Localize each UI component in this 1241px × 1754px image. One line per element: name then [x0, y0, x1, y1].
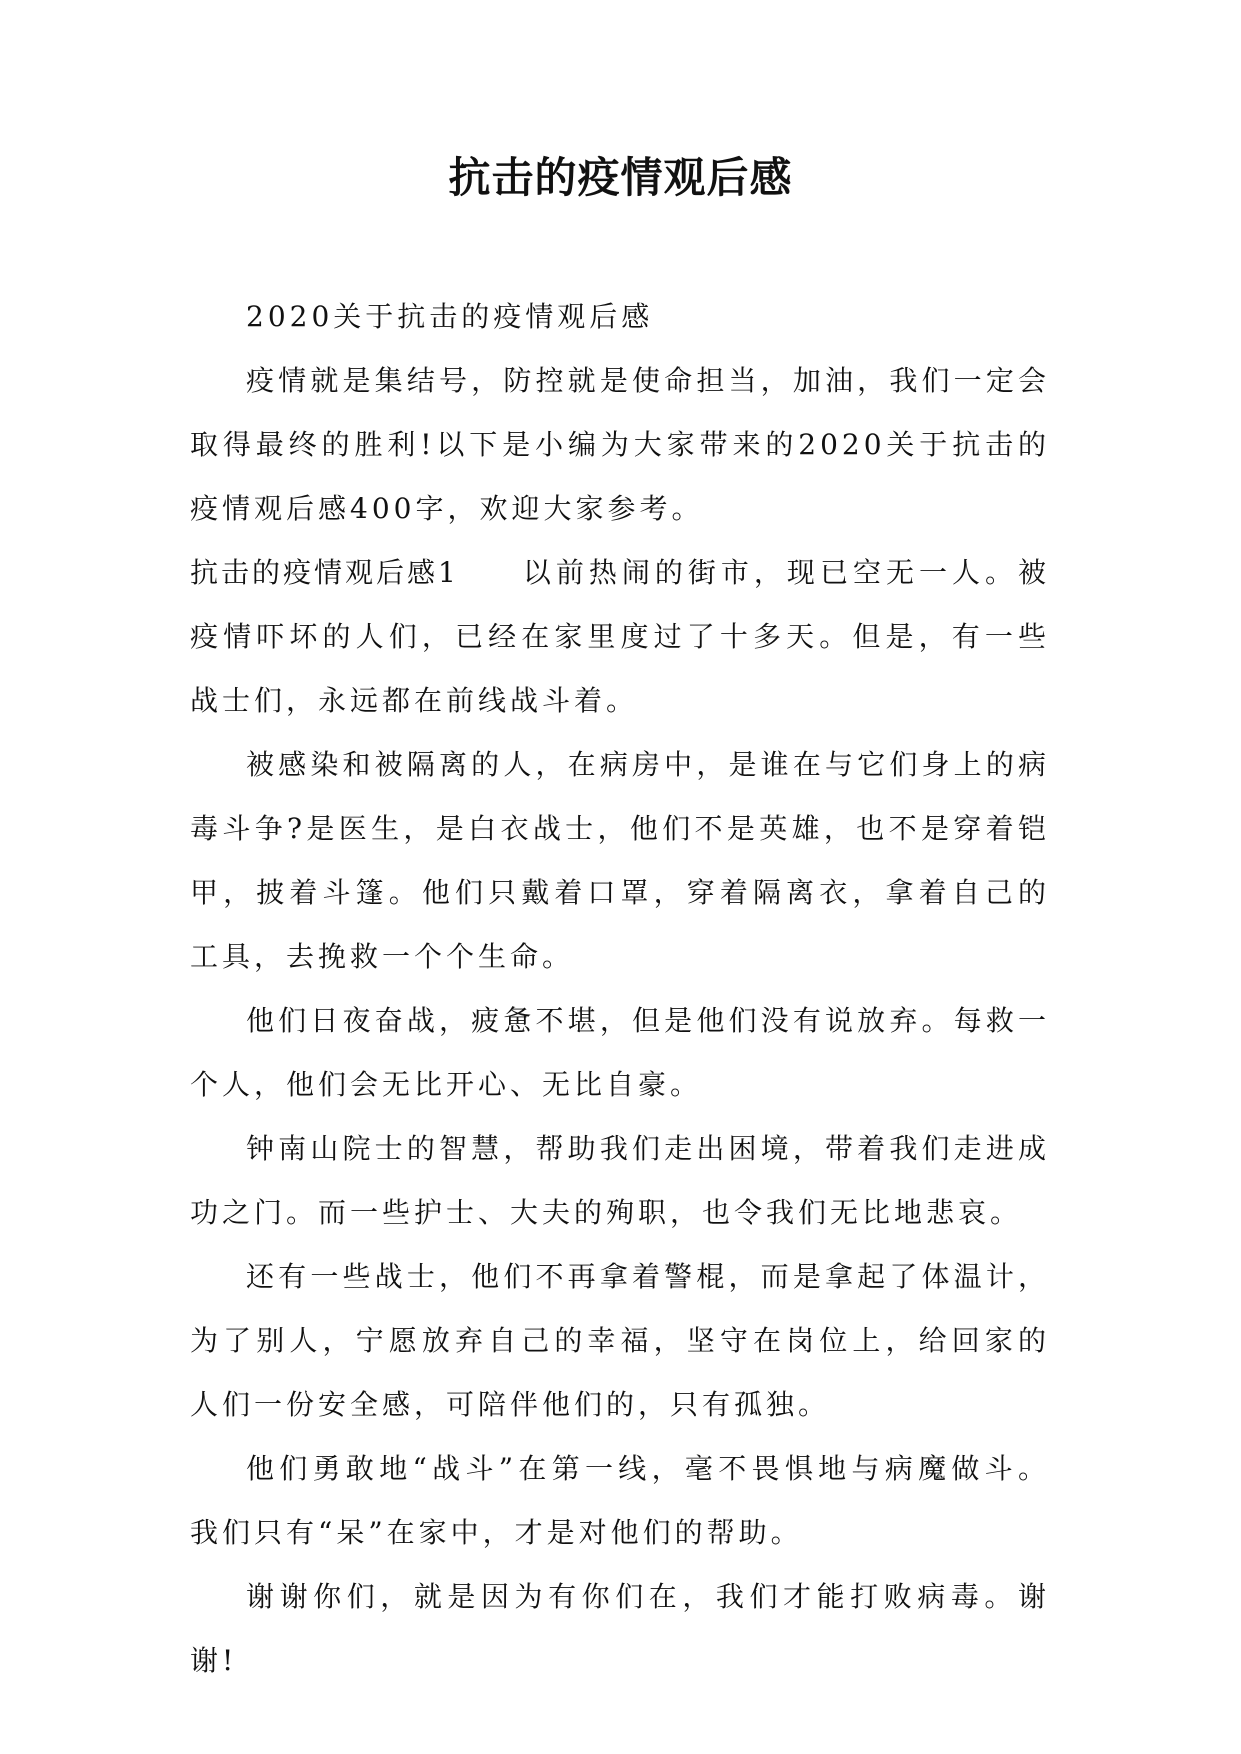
document-body [190, 285, 1050, 1693]
body-paragraph: 被感染和被隔离的人，在病房中，是谁在与它们身上的病毒斗争?是医生，是白衣战士，他们不是英雄，也不是穿着铠甲，披着斗篷。他们只戴着口罩，穿着隔离衣，拿着自己的工具，去挽救一个个生命。 [190, 748, 1050, 973]
body-paragraph: 他们勇敢地“战斗”在第一线，毫不畏惧地与病魔做斗。我们只有“呆”在家中，才是对他们的帮助。 [190, 1452, 1050, 1549]
subtitle-paragraph: 2020关于抗击的疫情观后感 [246, 300, 654, 333]
body-paragraph: 钟南山院士的智慧，帮助我们走出困境，带着我们走进成功之门。而一些护士、大夫的殉职，也令我们无比地悲哀。 [190, 1132, 1050, 1229]
section-1-paragraph [190, 541, 1050, 733]
body-paragraph: 谢谢你们，就是因为有你们在，我们才能打败病毒。谢谢! [190, 1580, 1050, 1677]
document-title: 抗击的疫情观后感 [448, 153, 793, 202]
body-paragraph: 他们日夜奋战，疲惫不堪，但是他们没有说放弃。每救一个人，他们会无比开心、无比自豪。 [190, 1004, 1050, 1101]
body-paragraph: 还有一些战士，他们不再拿着警棍，而是拿起了体温计，为了别人，宁愿放弃自己的幸福，坚守在岗位上，给回家的人们一份安全感，可陪伴他们的，只有孤独。 [190, 1260, 1050, 1421]
section-1-heading: 抗击的疫情观后感1 [190, 556, 458, 589]
section-1-text: 以前热闹的街市，现已空无一人。被疫情吓坏的人们，已经在家里度过了十多天。但是，有一些战士们，永远都在前线战斗着。 [190, 556, 1050, 717]
intro-paragraph: 疫情就是集结号，防控就是使命担当，加油，我们一定会取得最终的胜利!以下是小编为大家带来的2020关于抗击的疫情观后感400字，欢迎大家参考。 [190, 364, 1050, 525]
